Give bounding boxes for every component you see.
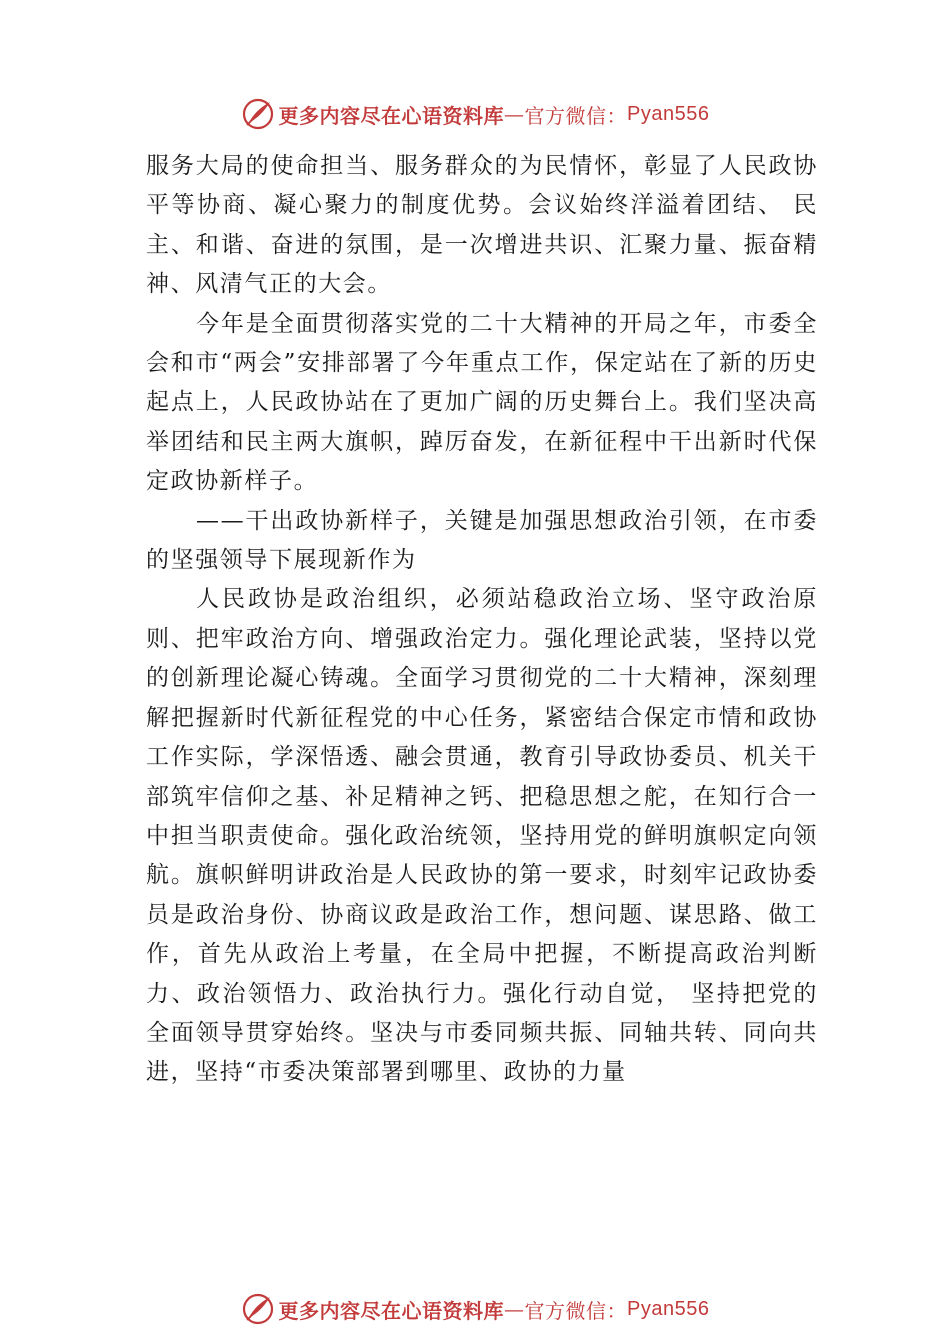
section-heading: ——干出政协新样子，关键是加强思想政治引领，在市委的坚强领导下展现新作为 <box>146 507 818 574</box>
banner-brand-text: 更多内容尽在心语资料库 <box>278 1298 505 1323</box>
banner-wechat-label: 官方微信： <box>524 103 628 128</box>
document-body <box>146 147 818 1093</box>
banner-dash: — <box>504 102 525 126</box>
feather-pen-logo-icon <box>241 97 275 131</box>
banner-brand-text: 更多内容尽在心语资料库 <box>278 103 505 128</box>
footer-banner <box>0 1287 950 1331</box>
banner-dash: — <box>504 1297 525 1321</box>
banner-wechat-account: Pyan556 <box>627 102 710 125</box>
header-banner <box>0 92 950 136</box>
paragraph-2: 今年是全面贯彻落实党的二十大精神的开局之年，市委全会和市“两会”安排部署了今年重点工作，保定站在了新的历史起点上，人民政协站在了更加广阔的历史舞台上。我们坚决高举团结和民主两大旗帜，踔厉奋发，在新征程中干出新时代保定政协新样子。 <box>146 310 818 495</box>
paragraph-3: 人民政协是政治组织，必须站稳政治立场、坚守政治原则、把牢政治方向、增强政治定力。强化理论武装，坚持以党的创新理论凝心铸魂。全面学习贯彻党的二十大精神，深刻理解把握新时代新征程党的中心任务，紧密结合保定市情和政协工作实际，学深悟透、融会贯通，教育引导政协委员、机关干部筑牢信仰之基、补足精神之钙、把稳思想之舵，在知行合一中担当职责使命。强化政治统领，坚持用党的鲜明旗帜定向领航。旗帜鲜明讲政治是人民政协的第一要求，时刻牢记政协委员是政治身份、协商议政是政治工作，想问题、谋思路、做工作，首先从政治上考量，在全局中把握，不断提高政治判断力、政治领悟力、政治执行力。强化行动自觉， 坚持把党的全面领导贯穿始终。坚决与市委同频共振、同轴共转、同向共进，坚持“市委决策部署到哪里、政协的力量 <box>146 586 818 1086</box>
banner-wechat-account: Pyan556 <box>627 1297 710 1320</box>
banner-wechat-label: 官方微信： <box>524 1298 628 1323</box>
paragraph-1: 服务大局的使命担当、服务群众的为民情怀，彰显了人民政协平等协商、凝心聚力的制度优势。会议始终洋溢着团结、 民主、和谐、奋进的氛围，是一次增进共识、汇聚力量、振奋精神、风清气正的大会。 <box>146 153 818 298</box>
feather-pen-logo-icon <box>241 1292 275 1326</box>
